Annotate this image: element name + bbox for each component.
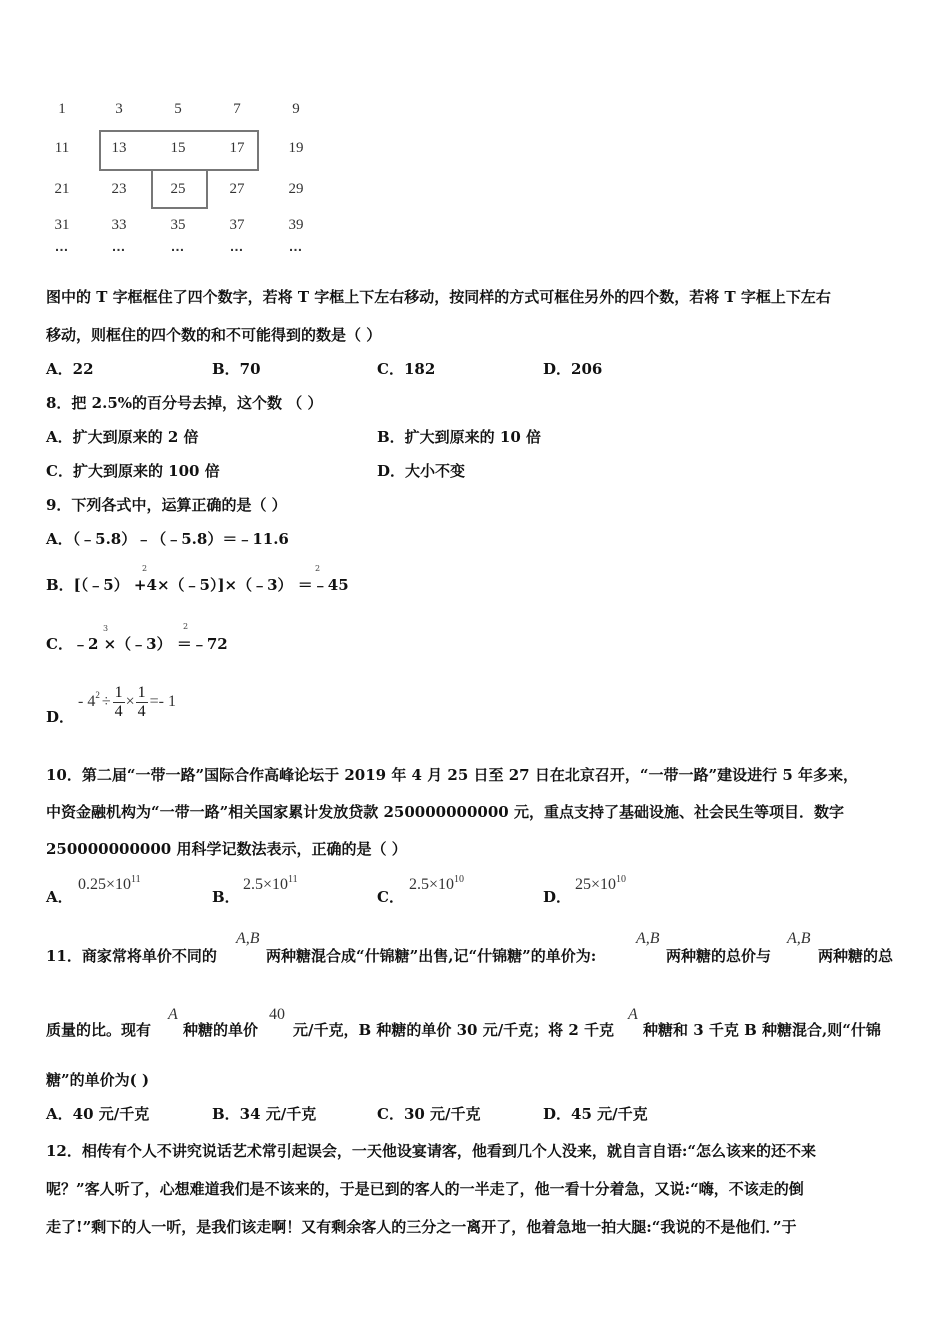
q8-option-c: C．扩大到原来的 100 倍	[46, 462, 220, 480]
q11-ab-2: A,B	[636, 930, 660, 947]
q10-stem-line3: 250000000000 用科学记数法表示，正确的是（ ）	[46, 840, 407, 858]
grid-number: 25	[170, 181, 186, 197]
grid-continuation-dots: …	[54, 238, 70, 254]
q9-d-fraction-1-denominator: 4	[114, 702, 123, 720]
grid-number: 19	[288, 140, 304, 156]
q9-option-b: B．[（﹣5） +4×（﹣5）]×（﹣3） ＝﹣45	[46, 576, 349, 594]
q7-stem-line1: 图中的 T 字框框住了四个数字，若将 T 字框上下左右移动，按同样的方式可框住另外的四个数，若将 T 字框上下左右	[46, 288, 831, 306]
q9-b-exponent-2: 2	[315, 564, 321, 573]
q11-line1-part1: 11．商家常将单价不同的	[46, 947, 217, 965]
q9-d-fraction-1	[113, 684, 125, 721]
q11-ab-3: A,B	[787, 930, 811, 947]
q9-d-result: =- 1	[149, 693, 176, 710]
q11-a-2: A	[628, 1006, 638, 1023]
q11-line3: 糖”的单价为( )	[46, 1071, 150, 1089]
q10-option-d-exponent: 10	[616, 874, 627, 885]
grid-continuation-dots: …	[111, 238, 127, 254]
q10-option-b-exponent: 11	[288, 874, 298, 885]
q10-option-a-label: A．	[46, 888, 73, 906]
q10-option-d-label: D．	[543, 888, 572, 906]
q9-d-fraction-2-denominator: 4	[137, 702, 146, 720]
grid-number: 27	[229, 181, 245, 197]
q10-option-b-value	[243, 876, 298, 894]
q10-stem-line1: 10．第二届“一带一路”国际合作高峰论坛于 2019 年 4 月 25 日至 27 日在北京召开，“一带一路”建设进行 5 年多来，	[46, 766, 858, 784]
grid-number: 15	[170, 140, 186, 156]
grid-number: 31	[54, 217, 70, 233]
grid-number: 37	[229, 217, 245, 233]
q8-option-a: A．扩大到原来的 2 倍	[46, 428, 199, 446]
q11-line1-part4: 两种糖的总	[818, 947, 894, 965]
q9-d-fraction-2	[136, 684, 148, 721]
q10-option-a-base: 0.25×10	[78, 876, 132, 893]
q10-option-a-value	[78, 876, 141, 894]
q8-option-b: B．扩大到原来的 10 倍	[377, 428, 541, 446]
q7-option-a: A．22	[46, 360, 94, 378]
grid-number: 11	[54, 140, 70, 156]
q7-option-c: C．182	[377, 360, 436, 378]
q11-option-b: B．34 元/千克	[212, 1105, 317, 1123]
grid-number: 7	[233, 101, 241, 117]
q9-d-fraction-1-numerator: 1	[114, 683, 123, 701]
q10-option-b-label: B．	[212, 888, 240, 906]
q11-option-d: D．45 元/千克	[543, 1105, 648, 1123]
q12-stem-line1: 12．相传有个人不讲究说话艺术常引起误会，一天他设宴请客，他看到几个人没来，就自言自语:“怎么该来的还不来	[46, 1142, 817, 1160]
grid-number: 1	[58, 101, 66, 117]
q9-option-a: A．（﹣5.8）﹣（﹣5.8）＝﹣11.6	[46, 530, 289, 548]
q11-line2-part4: 种糖和 3 千克 B 种糖混合,则“什锦	[643, 1021, 881, 1039]
q10-option-c-base: 2.5×10	[409, 876, 455, 893]
q12-stem-line2: 呢？”客人听了，心想难道我们是不该来的，于是已到的客人的一半走了，他一看十分着急，又说:“嗨，不该走的倒	[46, 1180, 804, 1198]
q9-b-exponent-1: 2	[142, 564, 148, 573]
q9-d-divide: ÷	[101, 693, 111, 710]
grid-continuation-dots: …	[229, 238, 245, 254]
q10-option-d-base: 25×10	[575, 876, 617, 893]
grid-number: 33	[111, 217, 127, 233]
q9-d-fraction-2-numerator: 1	[137, 683, 146, 701]
q8-stem: 8．把 2.5%的百分号去掉，这个数 （ ）	[46, 394, 323, 412]
grid-number: 5	[174, 101, 182, 117]
q11-line2-part3: 元/千克，B 种糖的单价 30 元/千克；将 2 千克	[293, 1021, 615, 1039]
q11-line2-part2: 种糖的单价	[183, 1021, 259, 1039]
q10-option-d-value	[575, 876, 626, 894]
q7-option-d: D．206	[543, 360, 603, 378]
q11-option-a: A．40 元/千克	[46, 1105, 150, 1123]
q11-line1-part2: 两种糖混合成“什锦糖”出售,记“什锦糖”的单价为:	[266, 947, 597, 965]
q10-option-b-base: 2.5×10	[243, 876, 289, 893]
q9-option-d-label: D．	[46, 708, 75, 726]
grid-continuation-dots: …	[288, 238, 304, 254]
grid-number: 35	[170, 217, 186, 233]
q11-option-c: C．30 元/千克	[377, 1105, 481, 1123]
q10-stem-line2: 中资金融机构为“一带一路”相关国家累计发放贷款 250000000000 元，重点支持了基础设施、社会民生等项目．数字	[46, 803, 844, 821]
q10-option-c-value	[409, 876, 464, 894]
q10-option-c-exponent: 10	[454, 874, 465, 885]
q10-option-a-exponent: 11	[131, 874, 141, 885]
grid-number: 3	[115, 101, 123, 117]
q11-ab-1: A,B	[236, 930, 260, 947]
q9-stem: 9．下列各式中，运算正确的是（ ）	[46, 496, 287, 514]
grid-number: 13	[111, 140, 127, 156]
grid-number: 21	[54, 181, 70, 197]
grid-number: 9	[292, 101, 300, 117]
q9-d-times: ×	[125, 693, 135, 710]
grid-number: 39	[288, 217, 304, 233]
q9-d-base: - 4	[78, 693, 96, 710]
q11-price-40: 40	[269, 1006, 285, 1023]
q12-stem-line3: 走了!”剩下的人一听，是我们该走啊！又有剩余客人的三分之一离开了，他着急地一拍大腿:“我说的不是他们．”于	[46, 1218, 797, 1236]
q9-c-exponent-1: 3	[103, 624, 109, 633]
grid-number: 17	[229, 140, 245, 156]
q7-stem-line2: 移动，则框住的四个数的和不可能得到的数是（ ）	[46, 326, 382, 344]
q8-option-d: D．大小不变	[377, 462, 466, 480]
q9-d-exponent: 2	[95, 690, 100, 700]
q9-option-c: C．﹣2 ×（﹣3） ＝﹣72	[46, 635, 228, 653]
q9-c-exponent-2: 2	[183, 622, 189, 631]
q11-line1-part3: 两种糖的总价与	[666, 947, 772, 965]
grid-continuation-dots: …	[170, 238, 186, 254]
q9-option-d-expression	[78, 680, 176, 724]
q11-a-1: A	[168, 1006, 178, 1023]
grid-number: 23	[111, 181, 127, 197]
q11-line2-part1: 质量的比。现有	[46, 1021, 152, 1039]
q7-option-b: B．70	[212, 360, 261, 378]
q10-option-c-label: C．	[377, 888, 404, 906]
grid-number: 29	[288, 181, 304, 197]
